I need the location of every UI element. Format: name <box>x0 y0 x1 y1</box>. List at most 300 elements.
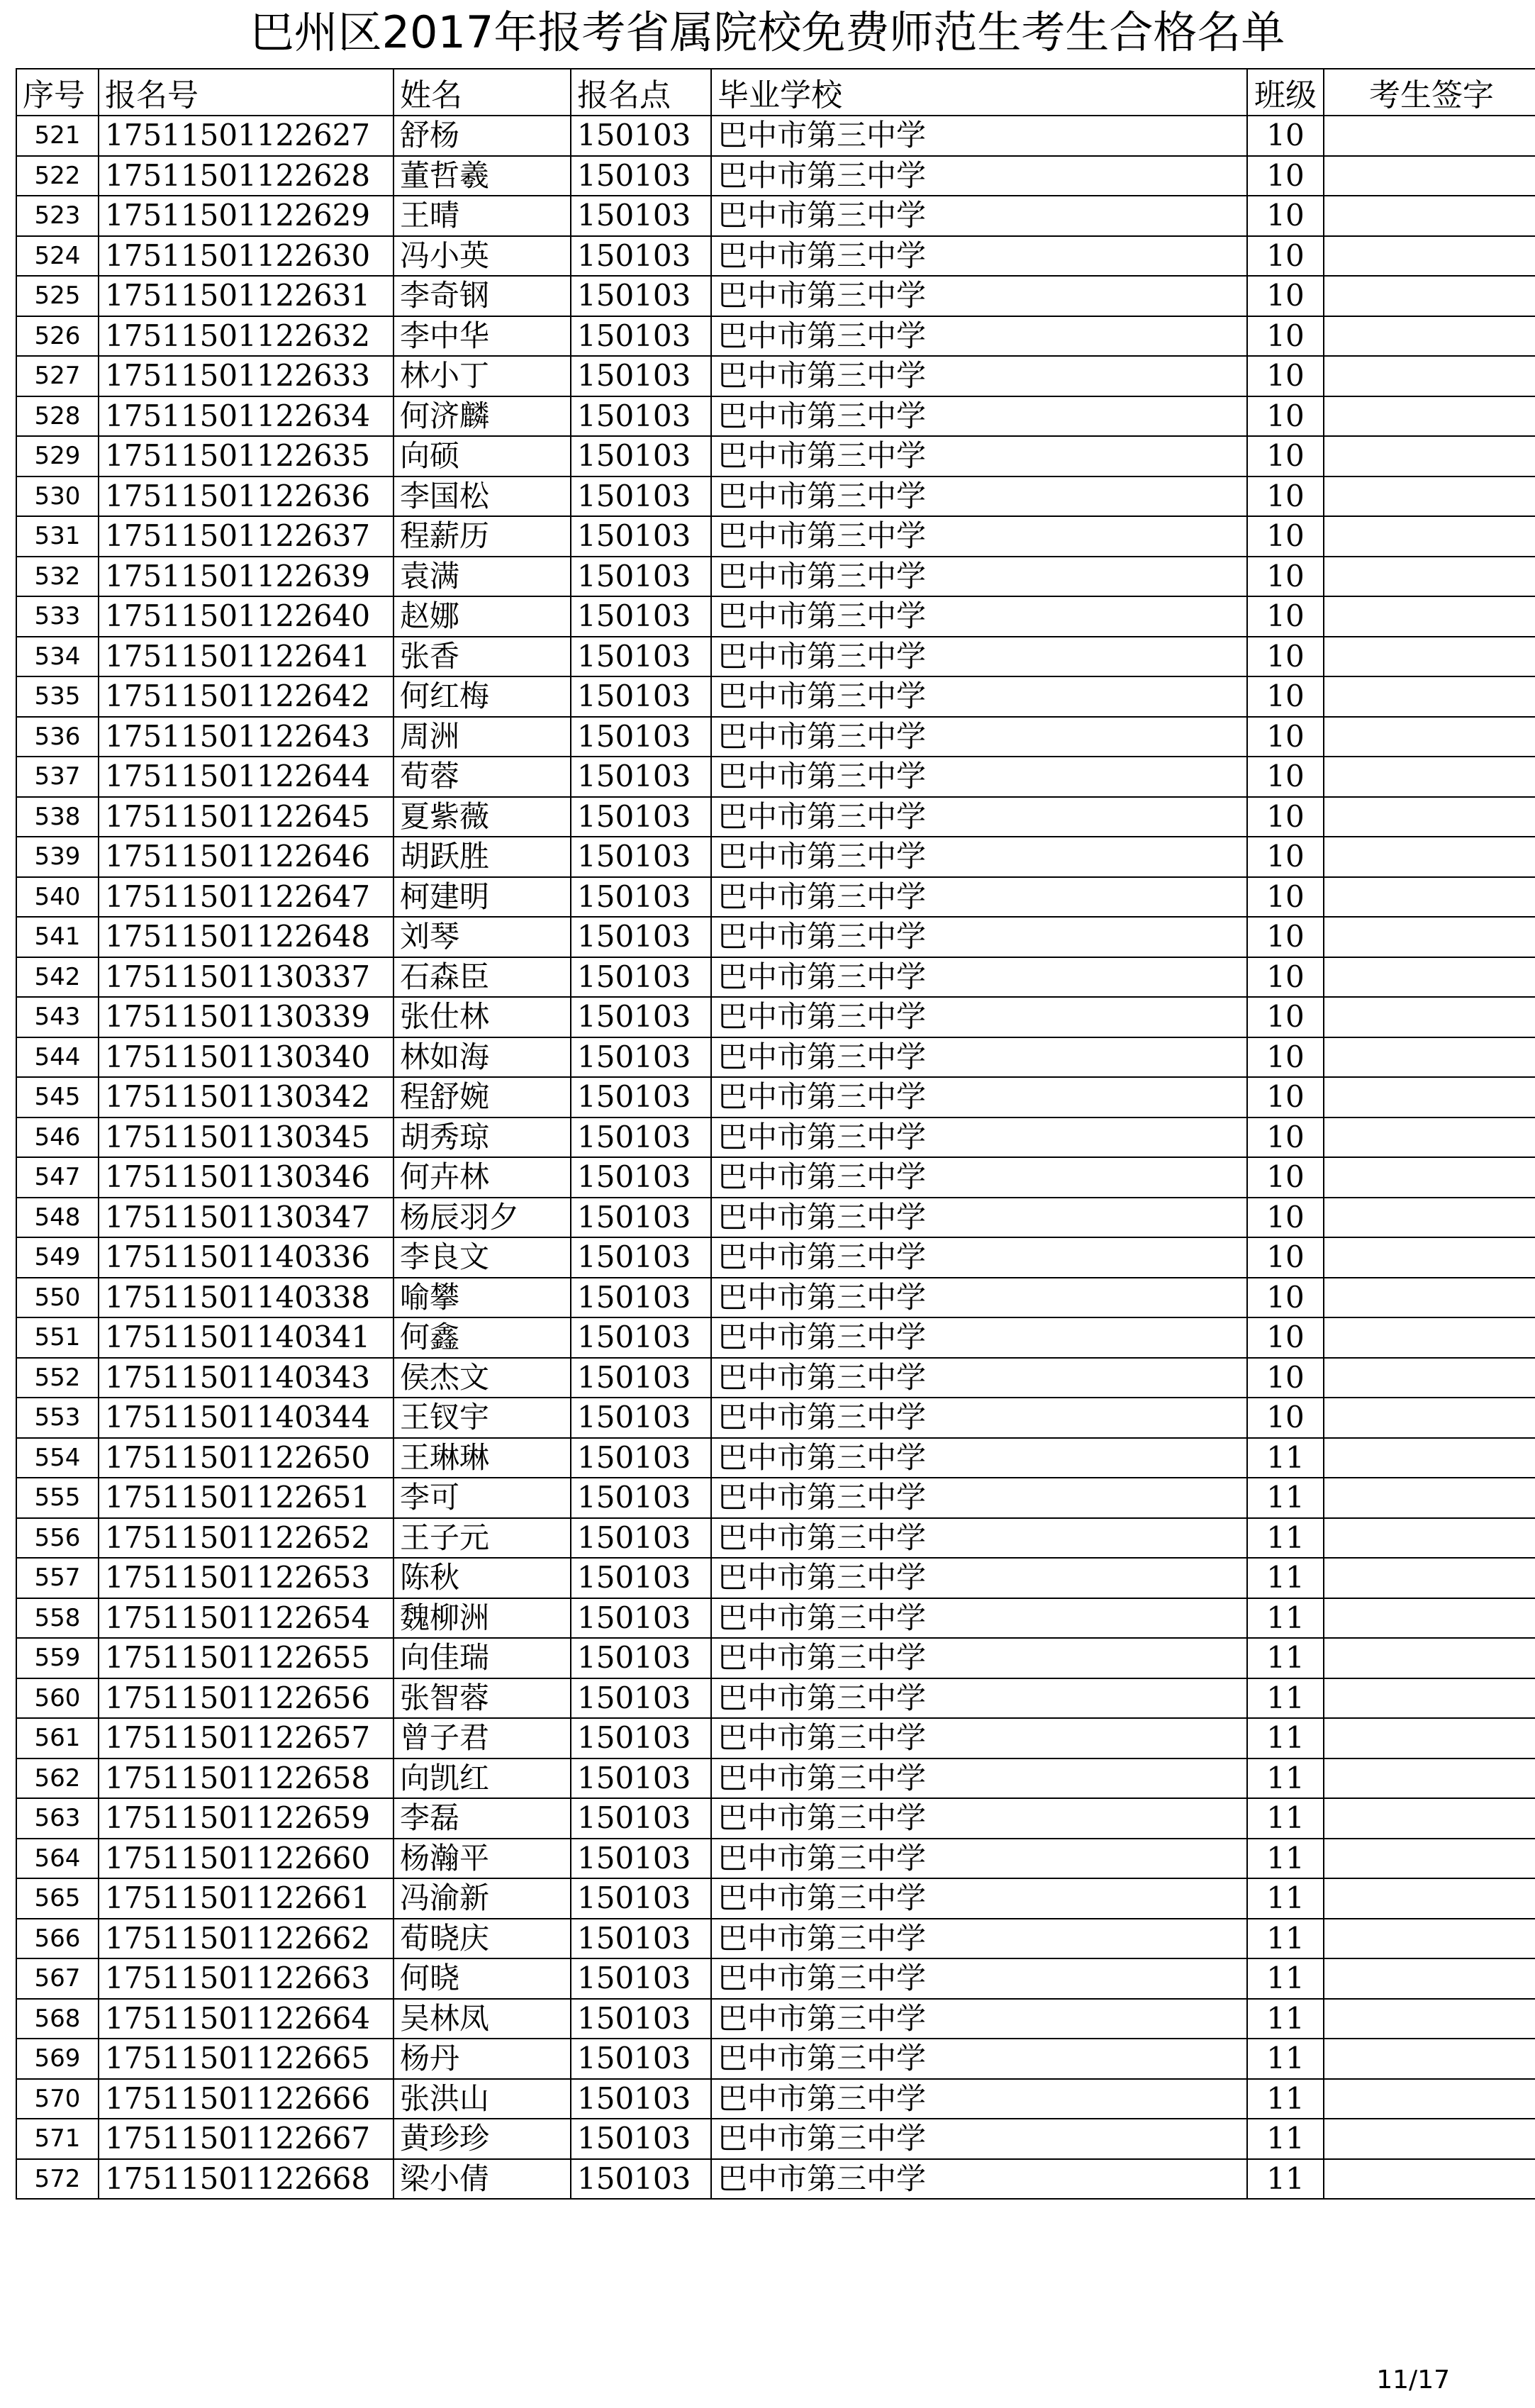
cell-seq: 560 <box>16 1678 99 1719</box>
cell-signature[interactable] <box>1324 757 1535 797</box>
cell-reg-no: 17511501122643 <box>99 717 393 757</box>
cell-signature[interactable] <box>1324 1198 1535 1238</box>
cell-seq: 523 <box>16 196 99 236</box>
cell-signature[interactable] <box>1324 957 1535 998</box>
cell-signature[interactable] <box>1324 1718 1535 1758</box>
cell-school: 巴中市第三中学 <box>711 877 1247 918</box>
cell-name: 刘琴 <box>393 917 571 957</box>
cell-class: 11 <box>1247 1839 1324 1879</box>
cell-site: 150103 <box>571 877 711 918</box>
cell-site: 150103 <box>571 2119 711 2159</box>
cell-site: 150103 <box>571 557 711 597</box>
cell-name: 李奇钢 <box>393 276 571 316</box>
cell-reg-no: 17511501122628 <box>99 156 393 196</box>
cell-signature[interactable] <box>1324 997 1535 1037</box>
cell-seq: 545 <box>16 1077 99 1117</box>
cell-seq: 535 <box>16 676 99 717</box>
cell-reg-no: 17511501140338 <box>99 1278 393 1318</box>
cell-signature[interactable] <box>1324 1758 1535 1799</box>
cell-class: 11 <box>1247 1438 1324 1478</box>
cell-name: 袁满 <box>393 557 571 597</box>
cell-seq: 546 <box>16 1117 99 1158</box>
cell-site: 150103 <box>571 1237 711 1278</box>
cell-class: 10 <box>1247 476 1324 517</box>
cell-signature[interactable] <box>1324 2039 1535 2079</box>
cell-school: 巴中市第三中学 <box>711 637 1247 677</box>
cell-seq: 541 <box>16 917 99 957</box>
table-row <box>16 877 1535 918</box>
cell-name: 向佳瑞 <box>393 1638 571 1678</box>
cell-class: 11 <box>1247 1718 1324 1758</box>
cell-signature[interactable] <box>1324 1157 1535 1198</box>
table-row <box>16 596 1535 637</box>
cell-signature[interactable] <box>1324 1638 1535 1678</box>
cell-signature[interactable] <box>1324 1117 1535 1158</box>
cell-name: 王子元 <box>393 1518 571 1559</box>
table-row <box>16 1398 1535 1438</box>
cell-class: 10 <box>1247 516 1324 557</box>
cell-school: 巴中市第三中学 <box>711 1037 1247 1078</box>
cell-name: 胡秀琼 <box>393 1117 571 1158</box>
header-seq: 序号 <box>16 69 99 116</box>
cell-name: 舒杨 <box>393 116 571 156</box>
cell-site: 150103 <box>571 316 711 357</box>
cell-school: 巴中市第三中学 <box>711 1798 1247 1839</box>
cell-name: 李可 <box>393 1478 571 1518</box>
cell-seq: 533 <box>16 596 99 637</box>
cell-signature[interactable] <box>1324 1077 1535 1117</box>
cell-name: 李磊 <box>393 1798 571 1839</box>
table-row <box>16 1758 1535 1799</box>
cell-seq: 543 <box>16 997 99 1037</box>
page-number: 11/17 <box>1376 2365 1450 2395</box>
cell-name: 曾子君 <box>393 1718 571 1758</box>
cell-name: 魏柳洲 <box>393 1598 571 1639</box>
cell-reg-no: 17511501122640 <box>99 596 393 637</box>
cell-signature[interactable] <box>1324 1598 1535 1639</box>
cell-class: 10 <box>1247 436 1324 476</box>
cell-school: 巴中市第三中学 <box>711 797 1247 837</box>
cell-signature[interactable] <box>1324 356 1535 396</box>
table-row <box>16 356 1535 396</box>
cell-school: 巴中市第三中学 <box>711 917 1247 957</box>
cell-signature[interactable] <box>1324 2159 1535 2200</box>
cell-class: 10 <box>1247 997 1324 1037</box>
cell-school: 巴中市第三中学 <box>711 1398 1247 1438</box>
cell-school: 巴中市第三中学 <box>711 1157 1247 1198</box>
cell-signature[interactable] <box>1324 1237 1535 1278</box>
cell-reg-no: 17511501122648 <box>99 917 393 957</box>
cell-class: 10 <box>1247 316 1324 357</box>
cell-site: 150103 <box>571 436 711 476</box>
cell-school: 巴中市第三中学 <box>711 2039 1247 2079</box>
table-row <box>16 1037 1535 1078</box>
cell-site: 150103 <box>571 1718 711 1758</box>
cell-signature[interactable] <box>1324 1278 1535 1318</box>
cell-class: 10 <box>1247 1317 1324 1358</box>
cell-name: 何晓 <box>393 1958 571 1999</box>
cell-site: 150103 <box>571 1398 711 1438</box>
cell-reg-no: 17511501140344 <box>99 1398 393 1438</box>
cell-signature[interactable] <box>1324 436 1535 476</box>
cell-name: 杨瀚平 <box>393 1839 571 1879</box>
cell-signature[interactable] <box>1324 557 1535 597</box>
cell-site: 150103 <box>571 2159 711 2200</box>
table-row <box>16 1358 1535 1398</box>
cell-reg-no: 17511501122633 <box>99 356 393 396</box>
cell-class: 10 <box>1247 356 1324 396</box>
cell-school: 巴中市第三中学 <box>711 557 1247 597</box>
table-row <box>16 516 1535 557</box>
cell-reg-no: 17511501130347 <box>99 1198 393 1238</box>
cell-signature[interactable] <box>1324 797 1535 837</box>
table-row <box>16 2159 1535 2200</box>
cell-class: 11 <box>1247 1518 1324 1559</box>
cell-signature[interactable] <box>1324 1839 1535 1879</box>
cell-name: 程薪历 <box>393 516 571 557</box>
cell-class: 11 <box>1247 2159 1324 2200</box>
roster-body <box>16 116 1535 2199</box>
cell-site: 150103 <box>571 957 711 998</box>
cell-seq: 567 <box>16 1958 99 1999</box>
cell-site: 150103 <box>571 356 711 396</box>
cell-signature[interactable] <box>1324 516 1535 557</box>
cell-site: 150103 <box>571 1999 711 2039</box>
cell-seq: 537 <box>16 757 99 797</box>
table-row <box>16 116 1535 156</box>
cell-school: 巴中市第三中学 <box>711 2079 1247 2119</box>
cell-signature[interactable] <box>1324 1317 1535 1358</box>
table-row <box>16 1919 1535 1959</box>
cell-seq: 530 <box>16 476 99 517</box>
table-row <box>16 2079 1535 2119</box>
cell-reg-no: 17511501122651 <box>99 1478 393 1518</box>
cell-seq: 556 <box>16 1518 99 1559</box>
cell-site: 150103 <box>571 676 711 717</box>
cell-signature[interactable] <box>1324 196 1535 236</box>
cell-seq: 552 <box>16 1358 99 1398</box>
cell-class: 10 <box>1247 116 1324 156</box>
table-row <box>16 1157 1535 1198</box>
cell-school: 巴中市第三中学 <box>711 676 1247 717</box>
header-reg-no: 报名号 <box>99 69 393 116</box>
cell-name: 赵娜 <box>393 596 571 637</box>
cell-school: 巴中市第三中学 <box>711 156 1247 196</box>
roster-table <box>16 68 1535 2200</box>
cell-name: 周洲 <box>393 717 571 757</box>
cell-class: 10 <box>1247 596 1324 637</box>
cell-seq: 559 <box>16 1638 99 1678</box>
cell-class: 11 <box>1247 1478 1324 1518</box>
cell-name: 张智蓉 <box>393 1678 571 1719</box>
cell-site: 150103 <box>571 917 711 957</box>
cell-school: 巴中市第三中学 <box>711 1878 1247 1919</box>
cell-signature[interactable] <box>1324 156 1535 196</box>
cell-class: 10 <box>1247 877 1324 918</box>
cell-school: 巴中市第三中学 <box>711 1077 1247 1117</box>
table-row <box>16 1117 1535 1158</box>
cell-seq: 570 <box>16 2079 99 2119</box>
cell-signature[interactable] <box>1324 1358 1535 1398</box>
cell-class: 10 <box>1247 156 1324 196</box>
cell-school: 巴中市第三中学 <box>711 1718 1247 1758</box>
cell-site: 150103 <box>571 1839 711 1879</box>
cell-signature[interactable] <box>1324 236 1535 277</box>
cell-site: 150103 <box>571 837 711 877</box>
cell-signature[interactable] <box>1324 2079 1535 2119</box>
cell-seq: 521 <box>16 116 99 156</box>
cell-signature[interactable] <box>1324 1958 1535 1999</box>
cell-name: 林小丁 <box>393 356 571 396</box>
cell-class: 10 <box>1247 957 1324 998</box>
cell-signature[interactable] <box>1324 1037 1535 1078</box>
cell-class: 11 <box>1247 1638 1324 1678</box>
cell-class: 10 <box>1247 757 1324 797</box>
cell-school: 巴中市第三中学 <box>711 757 1247 797</box>
cell-class: 10 <box>1247 1237 1324 1278</box>
cell-signature[interactable] <box>1324 396 1535 437</box>
cell-school: 巴中市第三中学 <box>711 1518 1247 1559</box>
cell-class: 11 <box>1247 1919 1324 1959</box>
cell-site: 150103 <box>571 156 711 196</box>
cell-seq: 539 <box>16 837 99 877</box>
cell-signature[interactable] <box>1324 1678 1535 1719</box>
cell-signature[interactable] <box>1324 1999 1535 2039</box>
cell-signature[interactable] <box>1324 316 1535 357</box>
cell-class: 11 <box>1247 2079 1324 2119</box>
cell-seq: 569 <box>16 2039 99 2079</box>
cell-class: 11 <box>1247 1999 1324 2039</box>
cell-seq: 524 <box>16 236 99 277</box>
cell-class: 10 <box>1247 1077 1324 1117</box>
cell-site: 150103 <box>571 1878 711 1919</box>
table-row <box>16 1278 1535 1318</box>
cell-seq: 532 <box>16 557 99 597</box>
cell-school: 巴中市第三中学 <box>711 1958 1247 1999</box>
cell-signature[interactable] <box>1324 476 1535 517</box>
cell-name: 张洪山 <box>393 2079 571 2119</box>
header-signature: 考生签字 <box>1324 69 1535 116</box>
cell-seq: 563 <box>16 1798 99 1839</box>
table-row <box>16 957 1535 998</box>
cell-reg-no: 17511501122650 <box>99 1438 393 1478</box>
header-school: 毕业学校 <box>711 69 1247 116</box>
cell-site: 150103 <box>571 1278 711 1318</box>
cell-signature[interactable] <box>1324 1878 1535 1919</box>
cell-school: 巴中市第三中学 <box>711 356 1247 396</box>
cell-site: 150103 <box>571 1478 711 1518</box>
cell-class: 10 <box>1247 717 1324 757</box>
cell-reg-no: 17511501122631 <box>99 276 393 316</box>
header-class: 班级 <box>1247 69 1324 116</box>
cell-reg-no: 17511501122639 <box>99 557 393 597</box>
cell-signature[interactable] <box>1324 676 1535 717</box>
cell-site: 150103 <box>571 1117 711 1158</box>
cell-school: 巴中市第三中学 <box>711 1438 1247 1478</box>
cell-site: 150103 <box>571 1037 711 1078</box>
cell-seq: 540 <box>16 877 99 918</box>
cell-signature[interactable] <box>1324 276 1535 316</box>
table-row <box>16 797 1535 837</box>
cell-signature[interactable] <box>1324 1518 1535 1559</box>
cell-name: 何红梅 <box>393 676 571 717</box>
cell-school: 巴中市第三中学 <box>711 1678 1247 1719</box>
cell-school: 巴中市第三中学 <box>711 1598 1247 1639</box>
cell-site: 150103 <box>571 2079 711 2119</box>
table-row <box>16 276 1535 316</box>
cell-seq: 525 <box>16 276 99 316</box>
cell-class: 10 <box>1247 676 1324 717</box>
cell-signature[interactable] <box>1324 1398 1535 1438</box>
cell-school: 巴中市第三中学 <box>711 276 1247 316</box>
cell-class: 10 <box>1247 196 1324 236</box>
cell-site: 150103 <box>571 1638 711 1678</box>
cell-class: 10 <box>1247 917 1324 957</box>
table-row <box>16 236 1535 277</box>
cell-seq: 529 <box>16 436 99 476</box>
cell-name: 荀晓庆 <box>393 1919 571 1959</box>
cell-reg-no: 17511501122630 <box>99 236 393 277</box>
table-row <box>16 1558 1535 1598</box>
cell-class: 11 <box>1247 1758 1324 1799</box>
cell-site: 150103 <box>571 997 711 1037</box>
cell-reg-no: 17511501122665 <box>99 2039 393 2079</box>
cell-signature[interactable] <box>1324 837 1535 877</box>
cell-reg-no: 17511501130346 <box>99 1157 393 1198</box>
cell-signature[interactable] <box>1324 1438 1535 1478</box>
cell-school: 巴中市第三中学 <box>711 316 1247 357</box>
cell-seq: 542 <box>16 957 99 998</box>
cell-site: 150103 <box>571 1958 711 1999</box>
cell-name: 喻攀 <box>393 1278 571 1318</box>
cell-signature[interactable] <box>1324 917 1535 957</box>
cell-site: 150103 <box>571 516 711 557</box>
cell-reg-no: 17511501122657 <box>99 1718 393 1758</box>
header-name: 姓名 <box>393 69 571 116</box>
cell-site: 150103 <box>571 717 711 757</box>
cell-reg-no: 17511501122653 <box>99 1558 393 1598</box>
cell-reg-no: 17511501122655 <box>99 1638 393 1678</box>
cell-school: 巴中市第三中学 <box>711 1358 1247 1398</box>
table-row <box>16 1317 1535 1358</box>
cell-name: 陈秋 <box>393 1558 571 1598</box>
table-row <box>16 396 1535 437</box>
cell-signature[interactable] <box>1324 637 1535 677</box>
cell-name: 石森臣 <box>393 957 571 998</box>
cell-seq: 551 <box>16 1317 99 1358</box>
cell-reg-no: 17511501122663 <box>99 1958 393 1999</box>
table-row <box>16 156 1535 196</box>
cell-school: 巴中市第三中学 <box>711 1558 1247 1598</box>
cell-class: 11 <box>1247 2039 1324 2079</box>
cell-site: 150103 <box>571 1558 711 1598</box>
cell-reg-no: 17511501130345 <box>99 1117 393 1158</box>
cell-site: 150103 <box>571 236 711 277</box>
cell-signature[interactable] <box>1324 1558 1535 1598</box>
table-row <box>16 1237 1535 1278</box>
cell-reg-no: 17511501122646 <box>99 837 393 877</box>
cell-signature[interactable] <box>1324 1919 1535 1959</box>
cell-reg-no: 17511501122634 <box>99 396 393 437</box>
cell-site: 150103 <box>571 1678 711 1719</box>
table-row <box>16 1718 1535 1758</box>
cell-seq: 538 <box>16 797 99 837</box>
cell-seq: 564 <box>16 1839 99 1879</box>
cell-reg-no: 17511501122661 <box>99 1878 393 1919</box>
cell-class: 10 <box>1247 1037 1324 1078</box>
cell-site: 150103 <box>571 1919 711 1959</box>
cell-site: 150103 <box>571 797 711 837</box>
cell-signature[interactable] <box>1324 116 1535 156</box>
cell-school: 巴中市第三中学 <box>711 236 1247 277</box>
cell-signature[interactable] <box>1324 2119 1535 2159</box>
cell-reg-no: 17511501122659 <box>99 1798 393 1839</box>
table-row <box>16 1798 1535 1839</box>
cell-seq: 568 <box>16 1999 99 2039</box>
header-site: 报名点 <box>571 69 711 116</box>
cell-class: 10 <box>1247 837 1324 877</box>
cell-signature[interactable] <box>1324 1798 1535 1839</box>
cell-name: 杨辰羽夕 <box>393 1198 571 1238</box>
cell-site: 150103 <box>571 1077 711 1117</box>
cell-site: 150103 <box>571 1358 711 1398</box>
cell-reg-no: 17511501122642 <box>99 676 393 717</box>
cell-class: 10 <box>1247 1358 1324 1398</box>
cell-name: 冯小英 <box>393 236 571 277</box>
cell-name: 冯渝新 <box>393 1878 571 1919</box>
cell-reg-no: 17511501122629 <box>99 196 393 236</box>
cell-site: 150103 <box>571 1598 711 1639</box>
table-row <box>16 1077 1535 1117</box>
cell-signature[interactable] <box>1324 596 1535 637</box>
cell-seq: 526 <box>16 316 99 357</box>
cell-reg-no: 17511501122660 <box>99 1839 393 1879</box>
cell-school: 巴中市第三中学 <box>711 1638 1247 1678</box>
cell-school: 巴中市第三中学 <box>711 436 1247 476</box>
cell-class: 11 <box>1247 1958 1324 1999</box>
cell-site: 150103 <box>571 1438 711 1478</box>
cell-reg-no: 17511501122644 <box>99 757 393 797</box>
table-row <box>16 1198 1535 1238</box>
cell-name: 何济麟 <box>393 396 571 437</box>
cell-class: 10 <box>1247 557 1324 597</box>
cell-signature[interactable] <box>1324 877 1535 918</box>
cell-seq: 558 <box>16 1598 99 1639</box>
table-row <box>16 316 1535 357</box>
cell-seq: 531 <box>16 516 99 557</box>
cell-signature[interactable] <box>1324 1478 1535 1518</box>
cell-name: 向凯红 <box>393 1758 571 1799</box>
cell-seq: 549 <box>16 1237 99 1278</box>
cell-class: 10 <box>1247 1157 1324 1198</box>
table-row <box>16 2039 1535 2079</box>
cell-seq: 561 <box>16 1718 99 1758</box>
table-row <box>16 717 1535 757</box>
cell-site: 150103 <box>571 637 711 677</box>
cell-signature[interactable] <box>1324 717 1535 757</box>
cell-class: 10 <box>1247 637 1324 677</box>
cell-reg-no: 17511501122632 <box>99 316 393 357</box>
cell-reg-no: 17511501130340 <box>99 1037 393 1078</box>
table-row <box>16 1958 1535 1999</box>
cell-school: 巴中市第三中学 <box>711 1478 1247 1518</box>
cell-site: 150103 <box>571 476 711 517</box>
cell-reg-no: 17511501122668 <box>99 2159 393 2200</box>
cell-class: 11 <box>1247 1598 1324 1639</box>
cell-reg-no: 17511501140341 <box>99 1317 393 1358</box>
cell-school: 巴中市第三中学 <box>711 1237 1247 1278</box>
table-row <box>16 1598 1535 1639</box>
